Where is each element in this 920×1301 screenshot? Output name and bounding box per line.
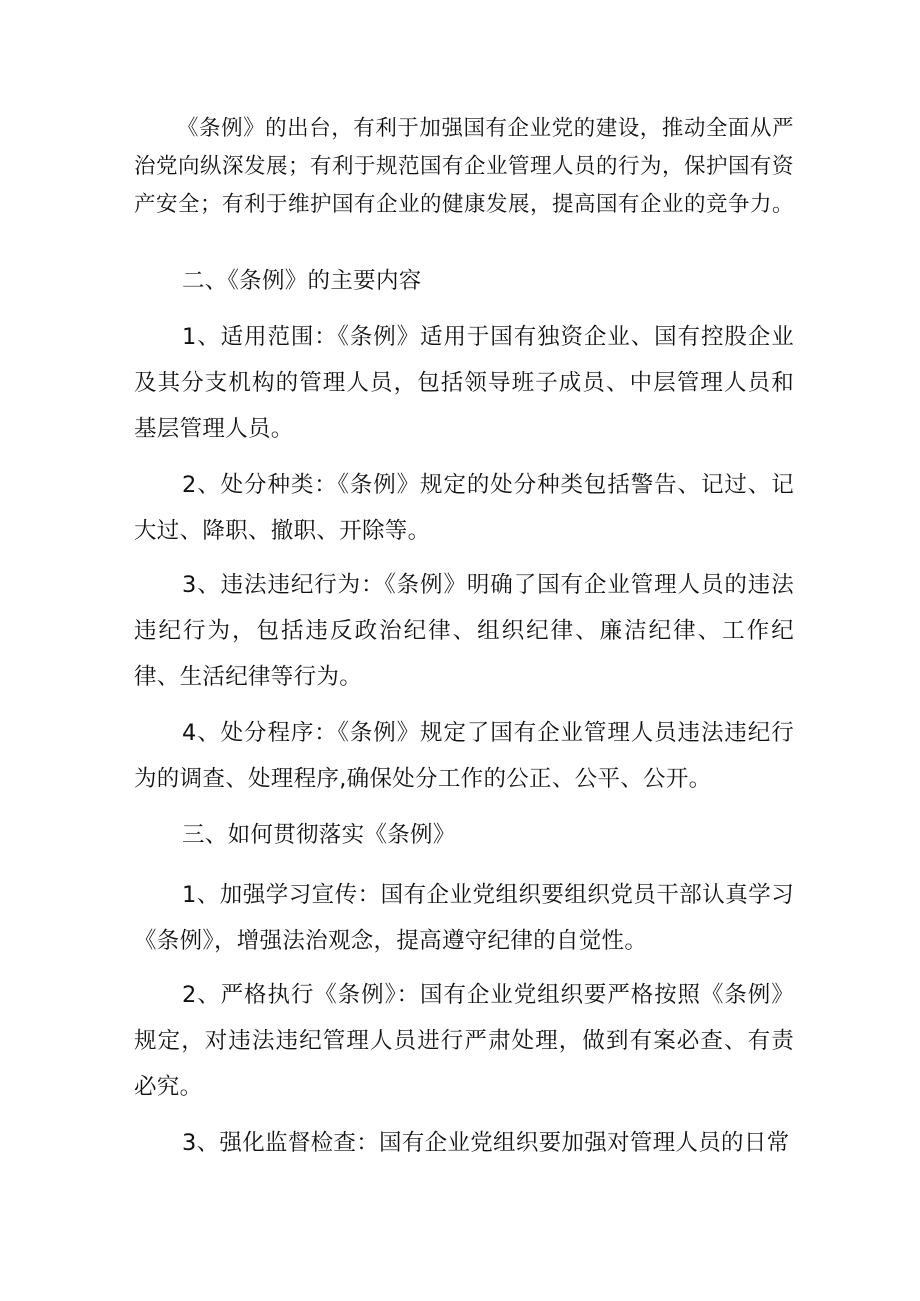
section-three-item-enforce: 2、严格执行《条例》：国有企业党组织要严格按照《条例》规定，对违法违纪管理人员进行严肃处理，做到有案必查、有责必究。: [134, 982, 794, 1100]
section-two-item-scope: 1、适用范围：《条例》适用于国有独资企业、国有控股企业及其分支机构的管理人员，包括领导班子成员、中层管理人员和基层管理人员。: [134, 324, 794, 442]
section-three-item-supervise: 3、强化监督检查：国有企业党组织要加强对管理人员的日常: [182, 1130, 790, 1156]
section-two-item-procedure: 4、处分程序：《条例》规定了国有企业管理人员违法违纪行为的调查、处理程序,确保处分工作的公正、公平、公开。: [134, 720, 794, 792]
section-two-item-penalty-types: 2、处分种类：《条例》规定的处分种类包括警告、记过、记大过、降职、撤职、开除等。: [134, 472, 794, 544]
section-two-item-violations: 3、违法违纪行为：《条例》明确了国有企业管理人员的违法违纪行为，包括违反政治纪律、组织纪律、廉洁纪律、工作纪律、生活纪律等行为。: [134, 572, 794, 690]
section-three-item-study: 1、加强学习宣传：国有企业党组织要组织党员干部认真学习《条例》，增强法治观念，提高遵守纪律的自觉性。: [134, 882, 794, 954]
section-three-heading: 三、如何贯彻落实《条例》: [182, 822, 456, 848]
intro-paragraph: 《条例》的出台，有利于加强国有企业党的建设，推动全面从严治党向纵深发展；有利于规范国有企业管理人员的行为，保护国有资产安全；有利于维护国有企业的健康发展，提高国有企业的竞争力。: [134, 116, 795, 217]
section-two-heading: 二、《条例》的主要内容: [182, 268, 422, 294]
